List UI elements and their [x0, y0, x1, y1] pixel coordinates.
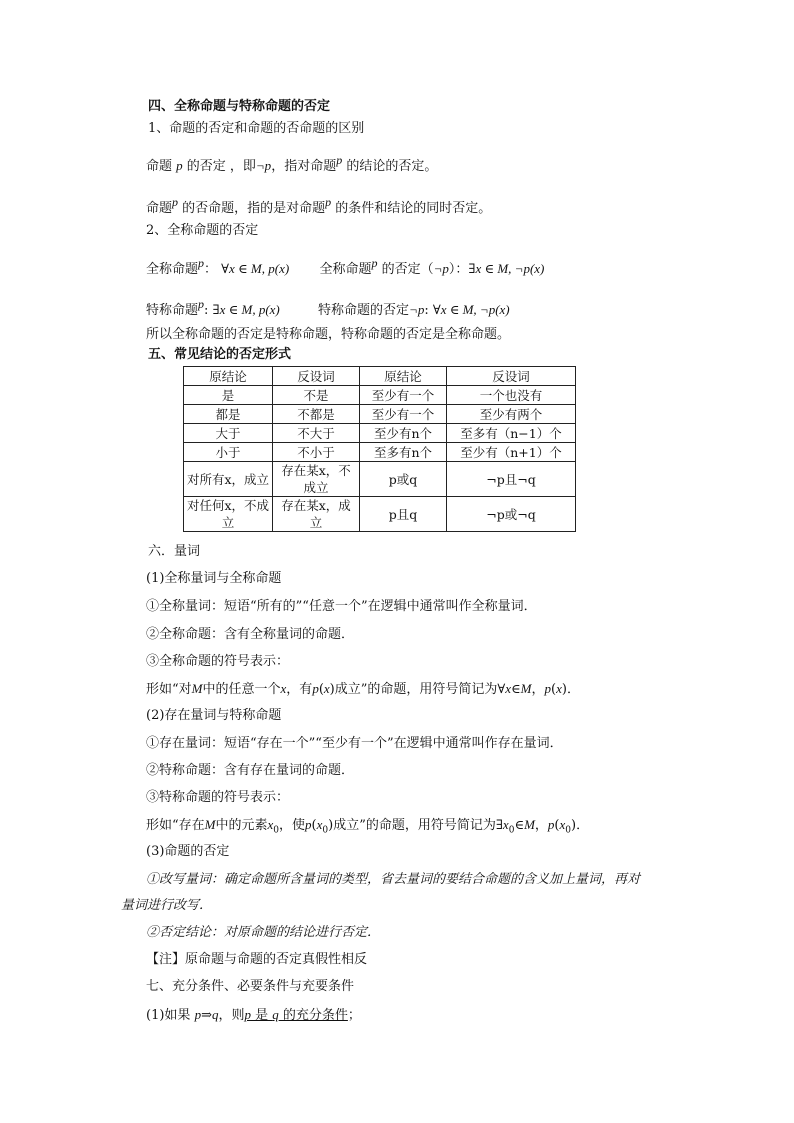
- table-cell: 大于: [184, 424, 273, 443]
- table-row: [184, 405, 576, 424]
- table-cell: 存在某x，不成立: [273, 462, 360, 497]
- table-cell: 不是: [273, 386, 360, 405]
- quantifier-paragraph: ①全称量词：短语“所有的”“任意一个”在逻辑中通常叫作全称量词．: [146, 599, 537, 614]
- table-cell: 不小于: [273, 443, 360, 462]
- subsection-2-title: 2、全称命题的否定: [146, 223, 259, 238]
- quantifier-paragraph: ②全称命题：含有全称量词的命题．: [146, 627, 355, 642]
- universal-proposition-line: 全称命题p： ∀x ∈ M, p(x) 全称命题p 的否定（¬p）：∃x ∈ M, ¬p(x): [146, 256, 545, 277]
- table-row: [184, 462, 576, 497]
- section-5-title: 五、常见结论的否定形式: [148, 347, 292, 362]
- negation-forms-table: [183, 366, 576, 532]
- table-cell: 对所有x，成立: [184, 462, 273, 497]
- quantifier-paragraph: ③全称命题的符号表示：: [146, 654, 290, 669]
- rewrite-quantifier-paragraph: 量词进行改写．: [121, 898, 213, 913]
- table-header: 反设词: [447, 367, 576, 386]
- existential-symbol-form: 形如“存在M中的元素$x_0$，使$p(x_0)$成立”的命题，用符号简记为$\exists x_0\in M$，$p(x_0)$．: [146, 817, 590, 836]
- table-cell: 至少有（n+1）个: [447, 443, 576, 462]
- table-cell: 至少有两个: [447, 405, 576, 424]
- table-cell: 不大于: [273, 424, 360, 443]
- quantifier-paragraph: (2)存在量词与特称命题: [146, 708, 282, 723]
- table-cell: 至少有一个: [360, 386, 447, 405]
- table-row: [184, 443, 576, 462]
- table-cell: ¬p或¬q: [447, 497, 576, 532]
- rewrite-quantifier-paragraph: ①改写量词：确定命题所含量词的类型，省去量词的要结合命题的含义加上量词，再对: [146, 872, 641, 887]
- table-cell: 至少有n个: [360, 424, 447, 443]
- inverse-definition: 命题p 的否命题，指的是对命题p 的条件和结论的同时否定。: [146, 195, 492, 216]
- sufficient-condition-line: (1)如果 p⇒q，则p 是 q 的充分条件；: [146, 1007, 361, 1023]
- quantifier-paragraph: ③特称命题的符号表示：: [146, 790, 290, 805]
- quantifier-paragraph: ②特称命题：含有存在量词的命题．: [146, 763, 355, 778]
- table-cell: p且q: [360, 497, 447, 532]
- table-cell: 都是: [184, 405, 273, 424]
- table-row: [184, 497, 576, 532]
- table-cell: 存在某x，成立: [273, 497, 360, 532]
- existential-proposition-line: 特称命题p: ∃x ∈ M, p(x) 特称命题的否定¬p: ∀x ∈ M, ¬p(x): [146, 297, 510, 318]
- note-callout: 【注】原命题与命题的否定真假性相反: [146, 952, 368, 967]
- universal-symbol-form: 形如“对M中的任意一个x，有p(x)成立”的命题，用符号简记为∀x∈M，p(x)．: [146, 681, 580, 697]
- table-cell: 至多有n个: [360, 443, 447, 462]
- quantifier-paragraph: (3)命题的否定: [146, 844, 230, 859]
- table-cell: 不都是: [273, 405, 360, 424]
- table-cell: 是: [184, 386, 273, 405]
- table-header: 原结论: [184, 367, 273, 386]
- section-4-title: 四、全称命题与特称命题的否定: [148, 99, 331, 114]
- negation-definition: 命题 p 的否定 ，即¬p，指对命题p 的结论的否定。: [146, 153, 438, 174]
- table-row: [184, 424, 576, 443]
- table-cell: 对任何x，不成立: [184, 497, 273, 532]
- table-cell: 一个也没有: [447, 386, 576, 405]
- table-cell: ¬p且¬q: [447, 462, 576, 497]
- table-cell: 小于: [184, 443, 273, 462]
- table-header-row: [184, 367, 576, 386]
- quantifier-paragraph: (1)全称量词与全称命题: [146, 571, 282, 586]
- table-cell: p或q: [360, 462, 447, 497]
- quantifier-paragraph: ①存在量词：短语“存在一个”“至少有一个”在逻辑中通常叫作存在量词．: [146, 736, 563, 751]
- subsection-1-title: 1、命题的否定和命题的否命题的区别: [148, 121, 365, 136]
- section-6-title: 六．量词: [148, 544, 201, 559]
- table-header: 原结论: [360, 367, 447, 386]
- table-row: [184, 386, 576, 405]
- section-7-title: 七、充分条件、必要条件与充要条件: [146, 979, 355, 994]
- table-cell: 至多有（n−1）个: [447, 424, 576, 443]
- table-header: 反设词: [273, 367, 360, 386]
- section-4-conclusion: 所以全称命题的否定是特称命题，特称命题的否定是全称命题。: [146, 327, 511, 342]
- table-cell: 至少有一个: [360, 405, 447, 424]
- negate-conclusion-paragraph: ②否定结论：对原命题的结论进行否定．: [146, 925, 381, 940]
